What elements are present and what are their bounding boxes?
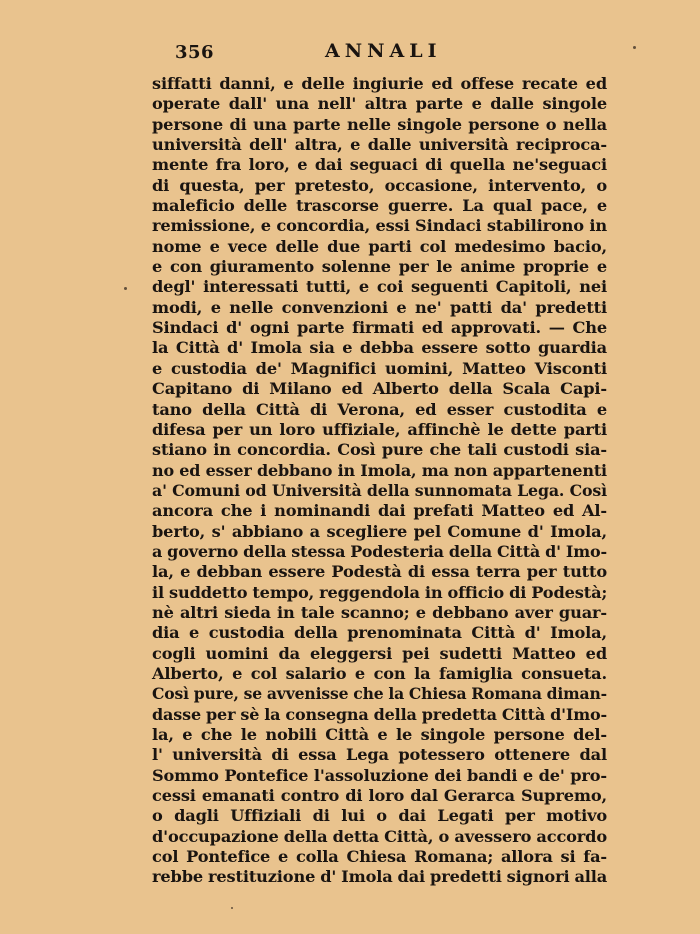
text-line: Capitano di Milano ed Alberto della Scala Capi- [152, 379, 607, 399]
text-line: dia e custodia della prenominata Città d' Imola, [152, 623, 607, 643]
text-line: la Città d' Imola sia e debba essere sotto guardia [152, 338, 607, 358]
text-line: Così pure, se avvenisse che la Chiesa Romana diman- [152, 684, 607, 704]
text-line: stiano in concordia. Così pure che tali custodi sia- [152, 440, 607, 460]
text-line: a' Comuni od Università della sunnomata Lega. Così [152, 480, 607, 500]
text-line: no ed esser debbano in Imola, ma non appartenenti [152, 460, 607, 480]
text-line: nè altri sieda in tale scanno; e debbano aver guar- [152, 602, 607, 622]
page-number: 356 [175, 42, 215, 63]
text-line: o dagli Uffiziali di lui o dai Legati per motivo [152, 806, 607, 826]
text-line: la, e che le nobili Città e le singole persone del- [152, 725, 607, 744]
text-line: siffatti danni, e delle ingiurie ed offese recate ed [152, 74, 607, 93]
paper-speck [124, 287, 127, 290]
text-line: università dell' altra, e dalle università reciproca- [152, 135, 607, 155]
text-line: remissione, e concordia, essi Sindaci stabilirono in [152, 216, 607, 236]
text-line: mente fra loro, e dai seguaci di quella ne'seguaci [152, 155, 607, 175]
text-line: cessi emanati contro di loro dal Gerarca Supremo, [152, 786, 607, 806]
text-line: operate dall' una nell' altra parte e dalle singole [152, 94, 607, 114]
text-line: e con giuramento solenne per le anime proprie e [152, 257, 607, 277]
text-line: di questa, per pretesto, occasione, intervento, o [152, 175, 607, 195]
text-line: modi, e nelle convenzioni e ne' patti da' predetti [152, 297, 607, 317]
text-line: maleficio delle trascorse guerre. La qual pace, e [152, 196, 607, 216]
text-line: e custodia de' Magnifici uomini, Matteo Visconti [152, 358, 607, 378]
running-title: ANNALI [325, 40, 442, 62]
page-header [175, 36, 615, 66]
text-line: ancora che i nominandi dai prefati Matteo ed Al- [152, 501, 607, 521]
text-line: berto, s' abbiano a scegliere pel Comune d' Imola, [152, 521, 607, 541]
text-line: col Pontefice e colla Chiesa Romana; allora si fa- [152, 847, 607, 867]
text-line: degl' interessati tutti, e coi seguenti Capitoli, nei [152, 277, 607, 297]
text-line: nome e vece delle due parti col medesimo bacio, [152, 236, 607, 256]
text-line: d'occupazione della detta Città, o avessero accordo [152, 826, 607, 846]
text-line: dasse per sè la consegna della predetta Città d'Imo- [152, 704, 607, 724]
text-line: il suddetto tempo, reggendola in officio di Podestà; [152, 582, 608, 602]
text-line: rebbe restituzione d' Imola dai predetti signori alla [152, 867, 608, 887]
text-line: Alberto, e col salario e con la famiglia consueta. [152, 663, 607, 683]
text-line: l' università di essa Lega potessero ottenere dal [152, 745, 607, 765]
paper-speck [231, 907, 233, 909]
text-line: persone di una parte nelle singole persone o nella [152, 114, 607, 134]
text-line: cogli uomini da eleggersi pei sudetti Matteo ed [152, 643, 607, 663]
text-line: Sindaci d' ogni parte firmati ed approvati. — Che [152, 318, 607, 338]
text-line: difesa per un loro uffiziale, affinchè le dette parti [152, 419, 607, 439]
body-text [152, 74, 607, 888]
text-line: la, e debban essere Podestà di essa terra per tutto [152, 562, 607, 582]
paper-speck [633, 46, 636, 49]
text-line: a governo della stessa Podesteria della Città d' Imo- [152, 541, 607, 561]
text-line: Sommo Pontefice l'assoluzione dei bandi e de' pro- [152, 765, 607, 785]
text-line: tano della Città di Verona, ed esser custodita e [152, 399, 607, 419]
